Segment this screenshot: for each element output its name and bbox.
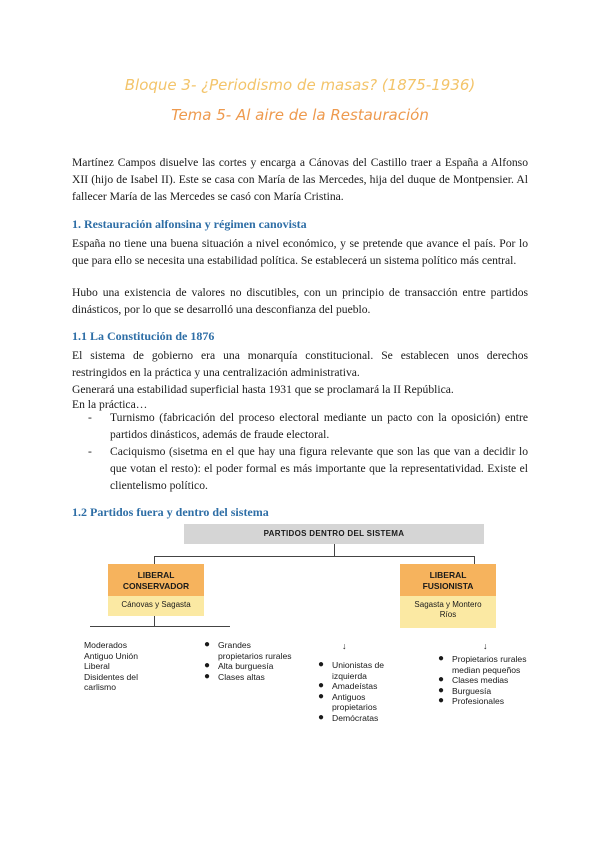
connector-line: [154, 556, 155, 564]
arrow-down-icon: ↓: [342, 641, 347, 651]
section-1-1-heading: 1.1 La Constitución de 1876: [72, 329, 215, 343]
list-item: ● Alta burguesía: [204, 660, 274, 671]
bullet-icon: ●: [204, 670, 211, 682]
section-1-heading: 1. Restauración alfonsina y régimen canovista: [72, 217, 307, 231]
list-item: ● Antiguos propietarios: [318, 690, 377, 712]
liberal-conservador-box: LIBERAL CONSERVADOR: [108, 564, 204, 596]
dash-icon: -: [88, 411, 92, 424]
list-item: ● Unionistas de izquierda: [318, 659, 385, 681]
list-item: ● Amadeístas: [318, 680, 378, 691]
list-item: ● Propietarios rurales median pequeños: [438, 653, 527, 675]
list-item: - Caciquismo (sisetma en el que hay una figura relevante que son las que van a decidir lo que votan el resto): el poder formal es más importante que la representatividad. Existe el clientelismo político.: [88, 445, 528, 492]
block-title: Bloque 3- ¿Periodismo de masas? (1875-1936): [124, 76, 476, 94]
topic-title: Tema 5- Al aire de la Restauración: [171, 106, 429, 124]
list-item: ● Clases altas: [204, 670, 265, 682]
bullet-icon: ●: [318, 690, 325, 702]
dash-icon: -: [88, 445, 92, 458]
liberal-fusionista-box: LIBERAL FUSIONISTA: [400, 564, 496, 596]
connector-line: [154, 556, 475, 557]
bullet-icon: ●: [438, 684, 445, 696]
bullet-icon: ●: [204, 639, 211, 650]
practice-list: [88, 409, 528, 494]
section-1-paragraph-1: España no tiene una buena situación a nivel económico, y se pretende que avance el país. Por lo que para ello se necesita una estabilidad política. Se establecerá un sistema político más central.: [72, 237, 528, 267]
list-item: ● Burguesía: [438, 684, 492, 696]
bullet-icon: ●: [438, 653, 445, 664]
section-1-2-heading: 1.2 Partidos fuera y dentro del sistema: [72, 505, 269, 519]
parties-diagram: [78, 520, 538, 745]
section-1-1-paragraph-2: Generará una estabilidad superficial hasta 1931 que se proclamará la II República.: [72, 383, 454, 396]
connector-line: [154, 616, 155, 626]
list-item: - Turnismo (fabricación del proceso electoral mediante un pacto con la oposición) entre partidos dinásticos, además de fraude electoral.: [88, 411, 528, 441]
bullet-icon: ●: [318, 711, 325, 723]
fusionista-origins-list: [318, 660, 410, 723]
bullet-icon: ●: [204, 660, 211, 671]
bullet-icon: ●: [318, 680, 325, 691]
conservador-supporters-list: [204, 640, 296, 682]
list-item: ● Grandes propietarios rurales: [204, 639, 292, 661]
connector-line: [334, 544, 335, 556]
list-item: Antiguo Unión: [84, 650, 138, 661]
conservador-leader-box: Cánovas y Sagasta: [108, 596, 204, 616]
list-item: Moderados: [84, 640, 127, 650]
section-1-1-paragraph-1: El sistema de gobierno era una monarquía constitucional. Se establecen unos derechos restringidos en la práctica y una centralización administrativa.: [72, 349, 528, 379]
diagram-title: PARTIDOS DENTRO DEL SISTEMA: [184, 524, 484, 544]
bullet-icon: ●: [318, 659, 325, 670]
arrow-down-icon: ↓: [483, 641, 488, 651]
section-1-paragraph-2: Hubo una existencia de valores no discutibles, con un principio de transacción entre partidos dinásticos, por lo que se desarrolló una desconfianza del pueblo.: [72, 286, 528, 316]
section-1-1-paragraph-3: En la práctica…: [72, 398, 148, 411]
intro-paragraph: Martínez Campos disuelve las cortes y encarga a Cánovas del Castillo traer a España a Alfonso XII (hijo de Isabel II). Este se casa con María de las Mercedes, hija del duque de Montpensier. Al fallecer María de las Mercedes se casó con María Cristina.: [72, 156, 528, 203]
fusionista-supporters-list: [438, 654, 534, 707]
list-item: carlismo: [84, 682, 116, 692]
connector-line: [90, 626, 230, 627]
connector-line: [474, 556, 475, 564]
list-item: Disidentes del: [84, 671, 138, 682]
bullet-icon: ●: [438, 674, 445, 685]
fusionista-leader-box: Sagasta y Montero Ríos: [400, 596, 496, 628]
list-item: ● Clases medias: [438, 674, 509, 685]
list-item: ● Demócratas: [318, 711, 379, 723]
conservador-origins-list: [84, 640, 174, 693]
bullet-icon: ●: [438, 695, 445, 706]
list-item: Liberal: [84, 661, 110, 671]
list-item: ● Profesionales: [438, 695, 505, 706]
